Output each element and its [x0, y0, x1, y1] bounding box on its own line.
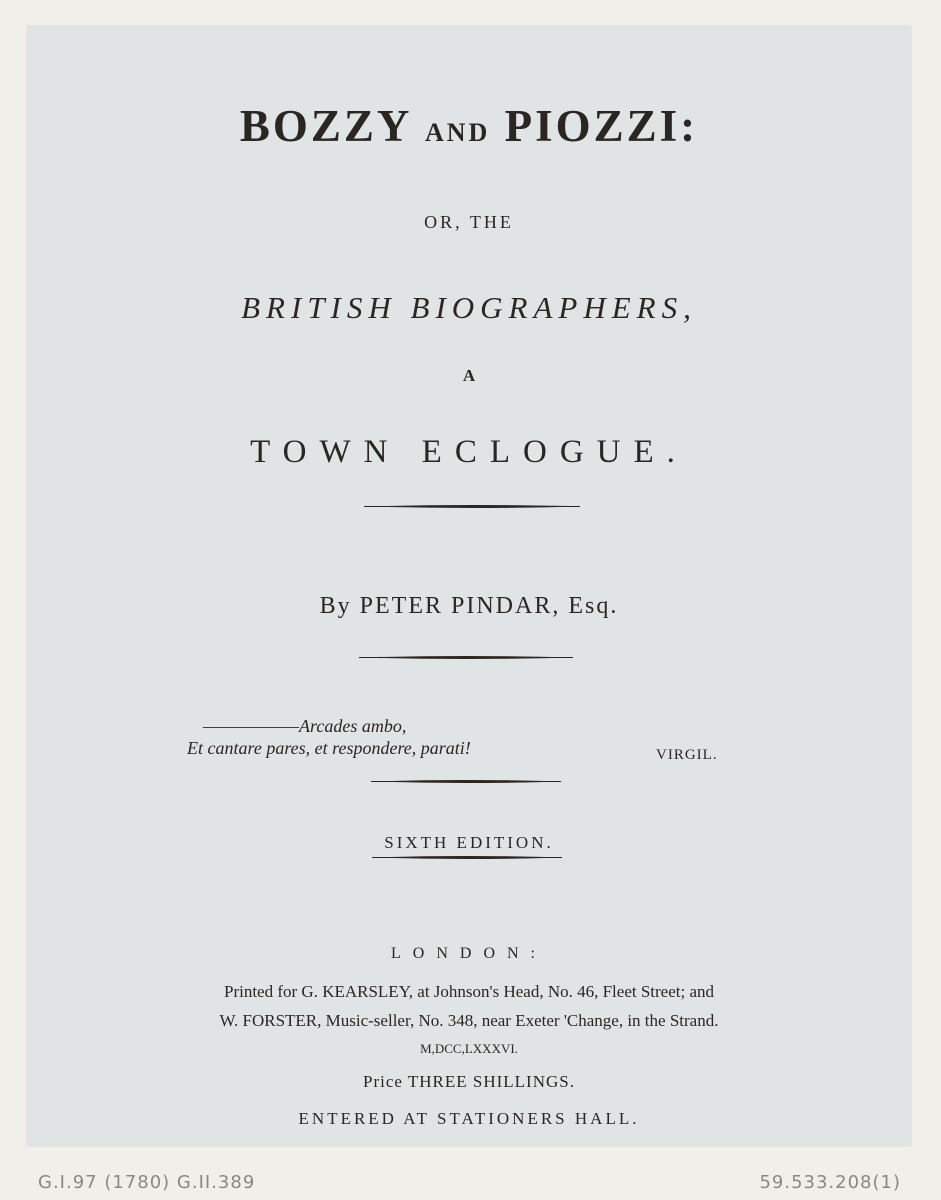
ornamental-rule-2	[359, 654, 573, 661]
title-bozzy: BOZZY	[239, 101, 411, 151]
ornamental-rule-4	[372, 854, 562, 861]
epigraph	[187, 715, 471, 759]
ornamental-rule-1	[364, 503, 580, 510]
town-eclogue: TOWN ECLOGUE.	[250, 434, 688, 470]
title-page	[27, 26, 911, 1146]
price-line: Price THREE SHILLINGS.	[363, 1072, 575, 1091]
title-and: AND	[425, 118, 491, 147]
main-title	[27, 101, 911, 151]
article-a: A	[462, 366, 476, 385]
subtitle: BRITISH BIOGRAPHERS,	[241, 290, 697, 325]
epigraph-line-1: ——————Arcades ambo,	[203, 716, 407, 736]
epigraph-line-2: Et cantare pares, et respondere, parati!	[187, 738, 471, 758]
epigraph-attribution: VIRGIL.	[656, 747, 718, 763]
ornamental-rule-3	[371, 778, 561, 785]
entered-line: ENTERED AT STATIONERS HALL.	[298, 1109, 640, 1128]
or-the-line: OR, THE	[424, 212, 514, 232]
imprint-date: M,DCC,LXXXVI.	[420, 1041, 518, 1056]
pencil-annotation-left: G.I.97 (1780) G.II.389	[38, 1172, 256, 1193]
author-line: By PETER PINDAR, Esq.	[319, 593, 619, 619]
imprint-line-2: W. FORSTER, Music-seller, No. 348, near Exeter 'Change, in the Strand.	[219, 1011, 719, 1030]
imprint-line-1: Printed for G. KEARSLEY, at Johnson's Head, No. 46, Fleet Street; and	[223, 982, 715, 1001]
pencil-annotation-right: 59.533.208(1)	[759, 1172, 901, 1193]
title-piozzi: PIOZZI:	[504, 101, 699, 151]
edition-line: SIXTH EDITION.	[384, 833, 554, 852]
imprint-city: LONDON:	[391, 945, 547, 962]
